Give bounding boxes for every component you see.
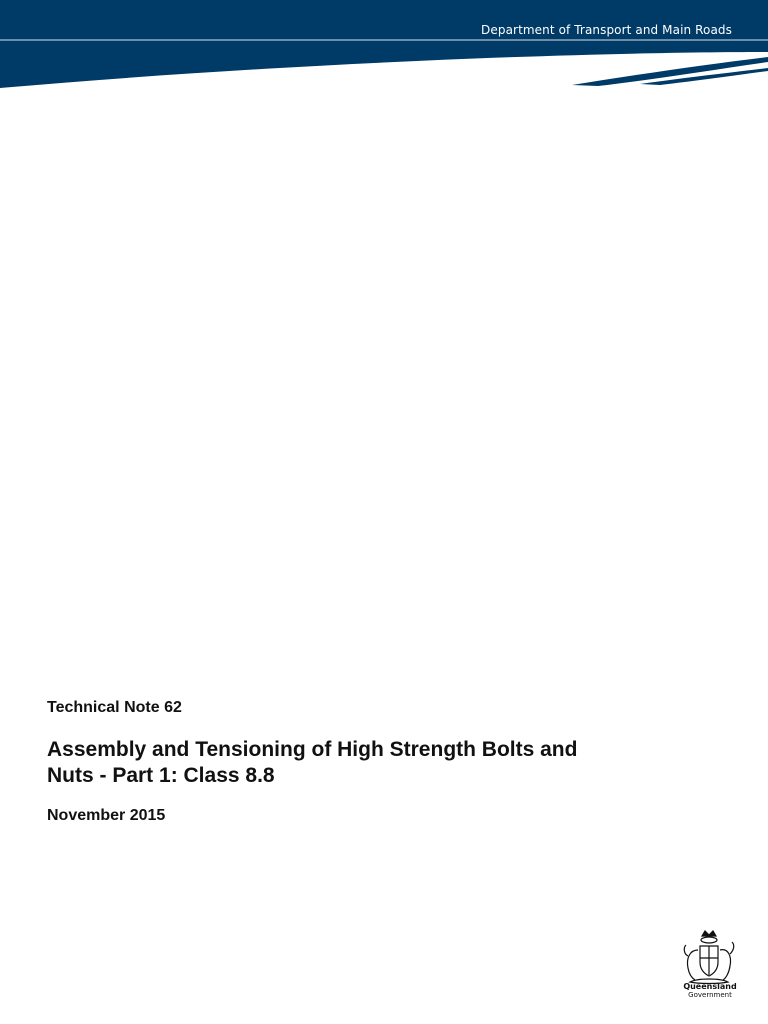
logo-line-2: Government xyxy=(688,991,732,999)
logo-line-1: Queensland xyxy=(683,982,737,991)
department-name: Department of Transport and Main Roads xyxy=(481,23,732,37)
header-wave-banner xyxy=(0,0,768,95)
document-title-line-2: Nuts - Part 1: Class 8.8 xyxy=(47,764,275,787)
page-header xyxy=(0,0,768,95)
document-label: Technical Note 62 xyxy=(47,699,182,716)
document-title xyxy=(47,737,667,789)
document-title-line-1: Assembly and Tensioning of High Strength Bolts and xyxy=(47,738,578,761)
document-date: November 2015 xyxy=(47,807,166,824)
queensland-government-logo-text xyxy=(672,982,748,999)
